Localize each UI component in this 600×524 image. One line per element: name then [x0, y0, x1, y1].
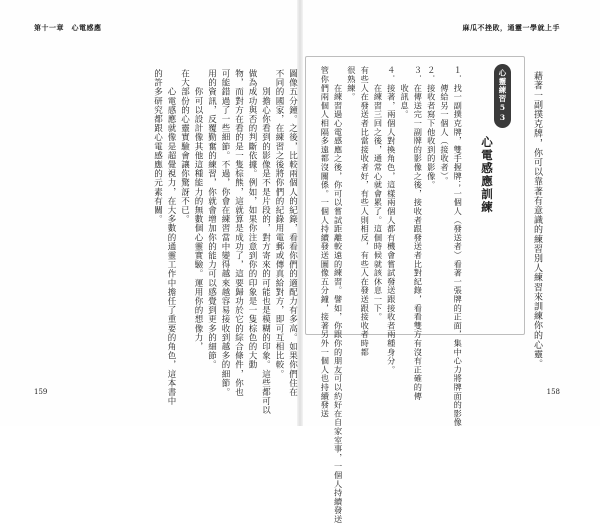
intro-line: 藉著一副撲克牌，你可以靠著有意識的練習別人練習來訓練你的心靈。 [532, 52, 542, 369]
running-head-left: 第十一章 心電感應 [34, 23, 102, 32]
body-line: 不同的國家，在練習之後將你們的紀錄用電郵或傳真給對方，即可互相比較。 [274, 69, 284, 379]
step-line: 很熟練。 [346, 66, 357, 102]
intro-paragraph [530, 52, 544, 369]
body-line: 圖像五分鐘。之後，比較兩個人的紀錄，看看你們的適配力有多高。如果你們住在 [287, 69, 298, 397]
step-line: ２．接收者寫下他收到的影像。 [426, 66, 437, 190]
step-line: 有些人在發送者比當接收者好，有些人則相反，有些人在發送跟接收者時都 [360, 66, 371, 357]
step-line: ４．接著，兩個人對換角色，這樣兩個人都有機會嘗試發送跟接收者兩種身分。 [386, 66, 397, 374]
body-line: 的許多研究都跟心電感應的元素有關。 [152, 69, 163, 224]
exercise-title-text: 心電感應訓練 [480, 136, 494, 214]
body-line: 別擔心你看到的影像是不是片段的，對方寄來的可能也是模糊的印象。這些都可以 [260, 69, 271, 415]
exercise-title [479, 136, 494, 214]
page-number-left: 159 [34, 388, 48, 396]
body-line: 做為成功與否的判斷依據。例如，如果你注意到你的印象是一隻棕色的大動 [247, 69, 257, 370]
exercise-badge-label: 心靈練習 [498, 69, 507, 103]
step-line: 傳給另一個人（接收者）。 [439, 66, 450, 186]
exercise-badge-wrap [494, 64, 514, 128]
body-line: 可能錯過了一些細節。不過，你會在練習當中變得越來越容易接收到越多的細節。 [220, 69, 230, 397]
left-page-body [150, 69, 299, 415]
page-number-right: 158 [546, 388, 560, 396]
step-line: 在練習三回之後，通常心就會累了。這個時候就該休息一下。 [373, 66, 384, 322]
body-line: 心電感應就像是超覺視力，在大多數的通靈工作中擔任了重要的角色，這本書中 [166, 69, 176, 406]
body-line: 物，而對方在看的是一隻棕熊，這就算是成功了，這要歸功於它的綜合條件，你也 [233, 69, 244, 397]
exercise-badge [494, 64, 511, 128]
step-line: ３．在傳送完一副牌的影像之後，接收者跟發送者比對紀錄，看看雙方有沒有正確的傳 [413, 66, 424, 401]
exercise-body [318, 66, 464, 524]
exercise-number: 53 [498, 103, 507, 123]
step-line: 管你們兩個人相隔多遠都沒關係。一個人持續發送圖像五分鐘，接著另外一個人也持續發送 [320, 66, 331, 418]
step-line: 收訊息。 [400, 66, 411, 119]
body-line: 在大部份的心靈實驗會讓你驚訝不已。 [179, 69, 190, 224]
body-line: 用的資訊，反覆勤奮的練習，你就會增加你的能力可以感覺到更多的細節。 [206, 69, 217, 370]
step-line: 在練習過心電感應之後，你可以嘗試距離較遠的練習。譬如，你跟你的朋友可以約好在自家室事，一個人持續發送 [333, 66, 344, 524]
body-line: 你可以設計像其他這種能力的無數個心靈實驗。運用你的想像力， [193, 69, 203, 352]
step-line: １．找一副撲克牌，雙手握牌；一個人（發送者）看著一張牌的正面，集中心力將牌面的影像 [453, 66, 464, 427]
running-head-right: 麻瓜不挫敗，通靈一學就上手 [462, 23, 560, 32]
